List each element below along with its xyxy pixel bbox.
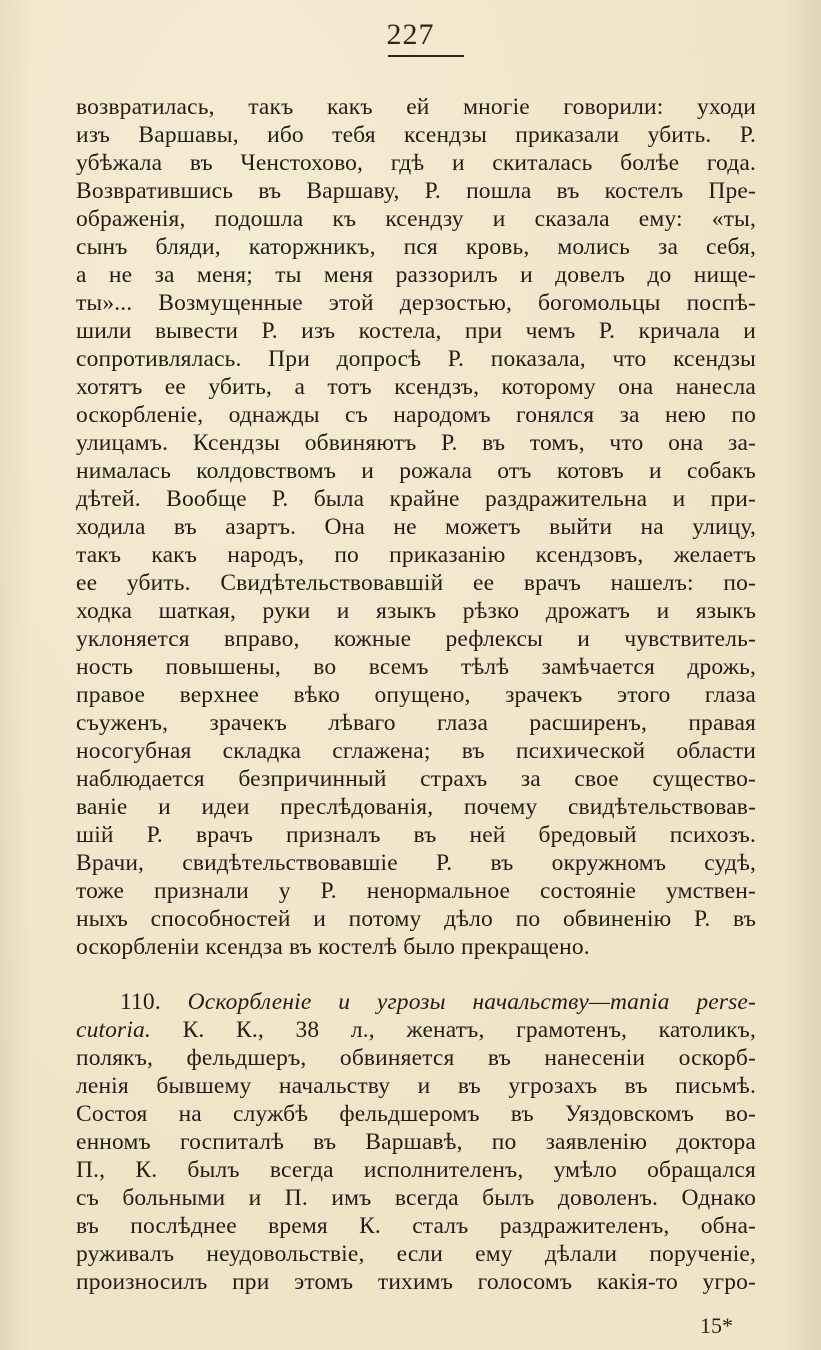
text-line: Состоя на службѣ фельдшеромъ въ Уяздовскомъ во-: [76, 1101, 756, 1127]
text-line: дѣтей. Вообще Р. была крайне раздражительна и при-: [76, 486, 756, 512]
text-line: въ послѣднее время К. сталъ раздражителенъ, обна-: [76, 1213, 756, 1239]
text-line: Возвратившись въ Варшаву, Р. пошла въ костелъ Пре-: [76, 178, 756, 204]
signature-mark: 15*: [700, 1313, 733, 1338]
text-line: оскорбленіи ксендза въ костелѣ было прекращено.: [76, 934, 590, 960]
case-heading-line: [76, 988, 756, 1016]
text-line: хотятъ ее убить, а тотъ ксендзъ, которому она нанесла: [76, 374, 756, 400]
text-line: ты»... Возмущенные этой дерзостью, богомольцы поспѣ-: [76, 290, 756, 316]
text-line: ность повышены, во всемъ тѣлѣ замѣчается дрожь,: [76, 654, 756, 680]
text-line: такъ какъ народъ, по приказанію ксендзовъ, желаетъ: [76, 542, 756, 568]
text-line: нималась колдовствомъ и рожала отъ котовъ и собакъ: [76, 458, 756, 484]
text-line: произносилъ при этомъ тихимъ голосомъ какія-то угро-: [76, 1269, 756, 1295]
text-line: улицамъ. Ксендзы обвиняютъ Р. въ томъ, что она за-: [76, 430, 756, 456]
paragraph-case-110: [76, 988, 756, 1296]
text-line: наблюдается безпричинный страхъ за свое существо-: [76, 766, 756, 792]
text-line: [76, 1016, 756, 1044]
text-line: сопротивлялась. При допросѣ Р. показала, что ксендзы: [76, 346, 756, 372]
text-line: енномъ госпиталѣ въ Варшавѣ, по заявленію доктора: [76, 1129, 756, 1155]
text-line: ходила въ азартъ. Она не можетъ выйти на улицу,: [76, 514, 756, 540]
case-number: 110.: [120, 989, 161, 1015]
text-line: а не за меня; ты меня раззорилъ и довелъ до нище-: [76, 262, 756, 288]
text-line: П., К. былъ всегда исполнителенъ, умѣло обращался: [76, 1157, 756, 1183]
case-intro: К. К., 38 л., женатъ, грамотенъ, католикъ,: [150, 1017, 756, 1043]
page-number: 227: [386, 18, 435, 51]
text-line: оскорбленіе, однажды съ народомъ гонялся за нею по: [76, 402, 756, 428]
text-line: тоже признали у Р. ненормальное состояніе умствен-: [76, 878, 756, 904]
text-line: сынъ бляди, каторжникъ, пся кровь, молись за себя,: [76, 234, 756, 260]
text-line: возвратилась, такъ какъ ей многіе говорили: уходи: [76, 94, 756, 120]
text-line: съ больными и П. имъ всегда былъ доволенъ. Однако: [76, 1185, 756, 1211]
text-line: съуженъ, зрачекъ лѣваго глаза расширенъ, правая: [76, 710, 756, 736]
text-line: шили вывести Р. изъ костела, при чемъ Р. кричала и: [76, 318, 756, 344]
text-line: носогубная складка сглажена; въ психической области: [76, 738, 756, 764]
case-title: Оскорбленіе и угрозы начальству—mania perse-: [187, 989, 756, 1015]
text-line: ходка шаткая, руки и языкъ рѣзко дрожатъ и языкъ: [76, 598, 756, 624]
paragraph-case-109-continuation: [76, 93, 756, 961]
text-line: полякъ, фельдшеръ, обвиняется въ нанесеніи оскорб-: [76, 1045, 756, 1071]
case-title-end: cutoria.: [76, 1017, 151, 1043]
header-rule: [388, 55, 464, 57]
text-line: Врачи, свидѣтельствовавшіе Р. въ окружномъ судѣ,: [76, 850, 756, 876]
text-line: ее убить. Свидѣтельствовавшій ее врачъ нашелъ: по-: [76, 570, 756, 596]
text-line: правое верхнее вѣко опущено, зрачекъ этого глаза: [76, 682, 756, 708]
text-line: ныхъ способностей и потому дѣло по обвиненію Р. въ: [76, 906, 756, 932]
text-line: шій Р. врачъ призналъ въ ней бредовый психозъ.: [76, 822, 756, 848]
text-line: ленія бывшему начальству и въ угрозахъ въ письмѣ.: [76, 1073, 756, 1099]
text-line: ваніе и идеи преслѣдованія, почему свидѣтельствовав-: [76, 794, 756, 820]
text-line: изъ Варшавы, ибо тебя ксендзы приказали убить. Р.: [76, 122, 756, 148]
text-line: уклоняется вправо, кожные рефлексы и чувствитель-: [76, 626, 756, 652]
text-line: руживалъ неудовольствіе, если ему дѣлали порученіе,: [76, 1241, 756, 1267]
text-line: ображенія, подошла къ ксендзу и сказала ему: «ты,: [76, 206, 756, 232]
text-line: убѣжала въ Ченстохово, гдѣ и скиталась болѣе года.: [76, 150, 756, 176]
